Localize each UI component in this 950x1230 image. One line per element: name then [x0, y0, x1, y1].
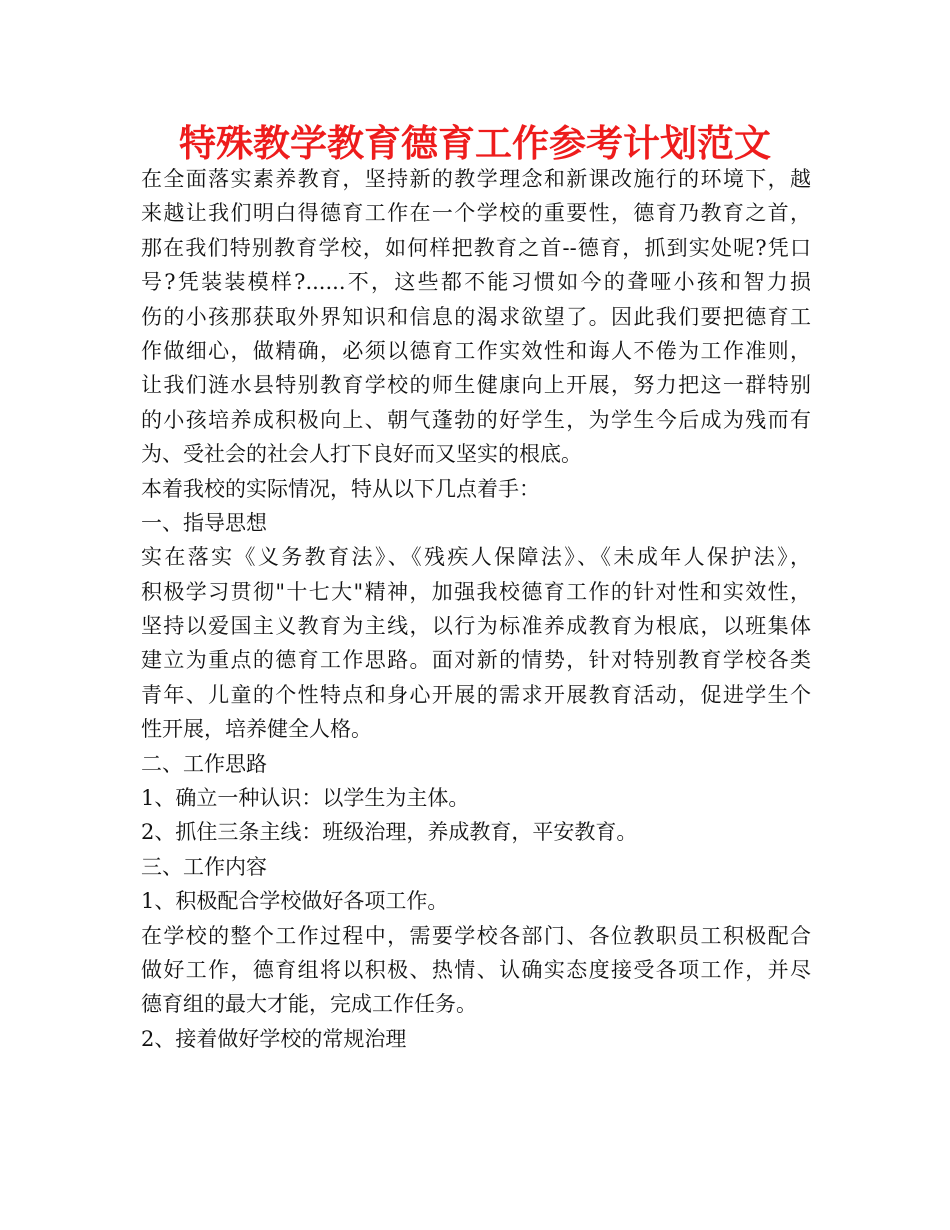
list-item: 1、积极配合学校做好各项工作。: [141, 889, 449, 914]
list-item: 2、抓住三条主线：班级治理，养成教育，平安教育。: [141, 820, 638, 845]
paragraph-line: 本着我校的实际情况，特从以下几点着手：: [141, 476, 540, 501]
paragraph-line: 性开展，培养健全人格。: [141, 717, 372, 742]
paragraph-line: 号?凭装装模样?......不，这些都不能习惯如今的聋哑小孩和智力损: [141, 270, 811, 295]
paragraph-line: 作做细心，做精确，必须以德育工作实效性和诲人不倦为工作准则，: [141, 338, 811, 363]
paragraph-line: 那在我们特别教育学校，如何样把教育之首--德育，抓到实处呢?凭口: [141, 235, 811, 260]
paragraph-line: 德育组的最大才能，完成工作任务。: [141, 992, 477, 1017]
list-item: 1、确立一种认识：以学生为主体。: [141, 786, 470, 811]
paragraph-line: 让我们涟水县特别教育学校的师生健康向上开展，努力把这一群特别: [141, 373, 811, 398]
section-heading: 三、工作内容: [141, 854, 267, 879]
paragraph-line: 实在落实《义务教育法》、《残疾人保障法》、《未成年人保护法》，: [141, 545, 811, 570]
paragraph-line: 伤的小孩那获取外界知识和信息的渴求欲望了。因此我们要把德育工: [141, 304, 811, 329]
paragraph-line: 的小孩培养成积极向上、朝气蓬勃的好学生，为学生今后成为残而有: [141, 407, 811, 432]
paragraph-line: 来越让我们明白得德育工作在一个学校的重要性，德育乃教育之首，: [141, 201, 811, 226]
section-heading: 二、工作思路: [141, 751, 267, 776]
list-item: 2、接着做好学校的常规治理: [141, 1026, 407, 1051]
paragraph-line: 做好工作，德育组将以积极、热情、认确实态度接受各项工作，并尽: [141, 957, 811, 982]
paragraph-line: 为、受社会的社会人打下良好而又坚实的根底。: [141, 442, 582, 467]
section-heading: 一、指导思想: [141, 510, 267, 535]
paragraph-line: 在全面落实素养教育，坚持新的教学理念和新课改施行的环境下，越: [141, 167, 811, 191]
document-body: [141, 162, 821, 1056]
paragraph-line: 在学校的整个工作过程中，需要学校各部门、各位教职员工积极配合: [141, 923, 811, 948]
paragraph-line: 青年、儿童的个性特点和身心开展的需求开展教育活动，促进学生个: [141, 682, 811, 707]
paragraph-line: 坚持以爱国主义教育为主线，以行为标准养成教育为根底，以班集体: [141, 614, 811, 639]
paragraph-line: 建立为重点的德育工作思路。面对新的情势，针对特别教育学校各类: [141, 648, 811, 673]
document-title: 特殊教学教育德育工作参考计划范文: [179, 122, 771, 165]
paragraph-line: 积极学习贯彻"十七大"精神，加强我校德育工作的针对性和实效性，: [141, 579, 811, 604]
